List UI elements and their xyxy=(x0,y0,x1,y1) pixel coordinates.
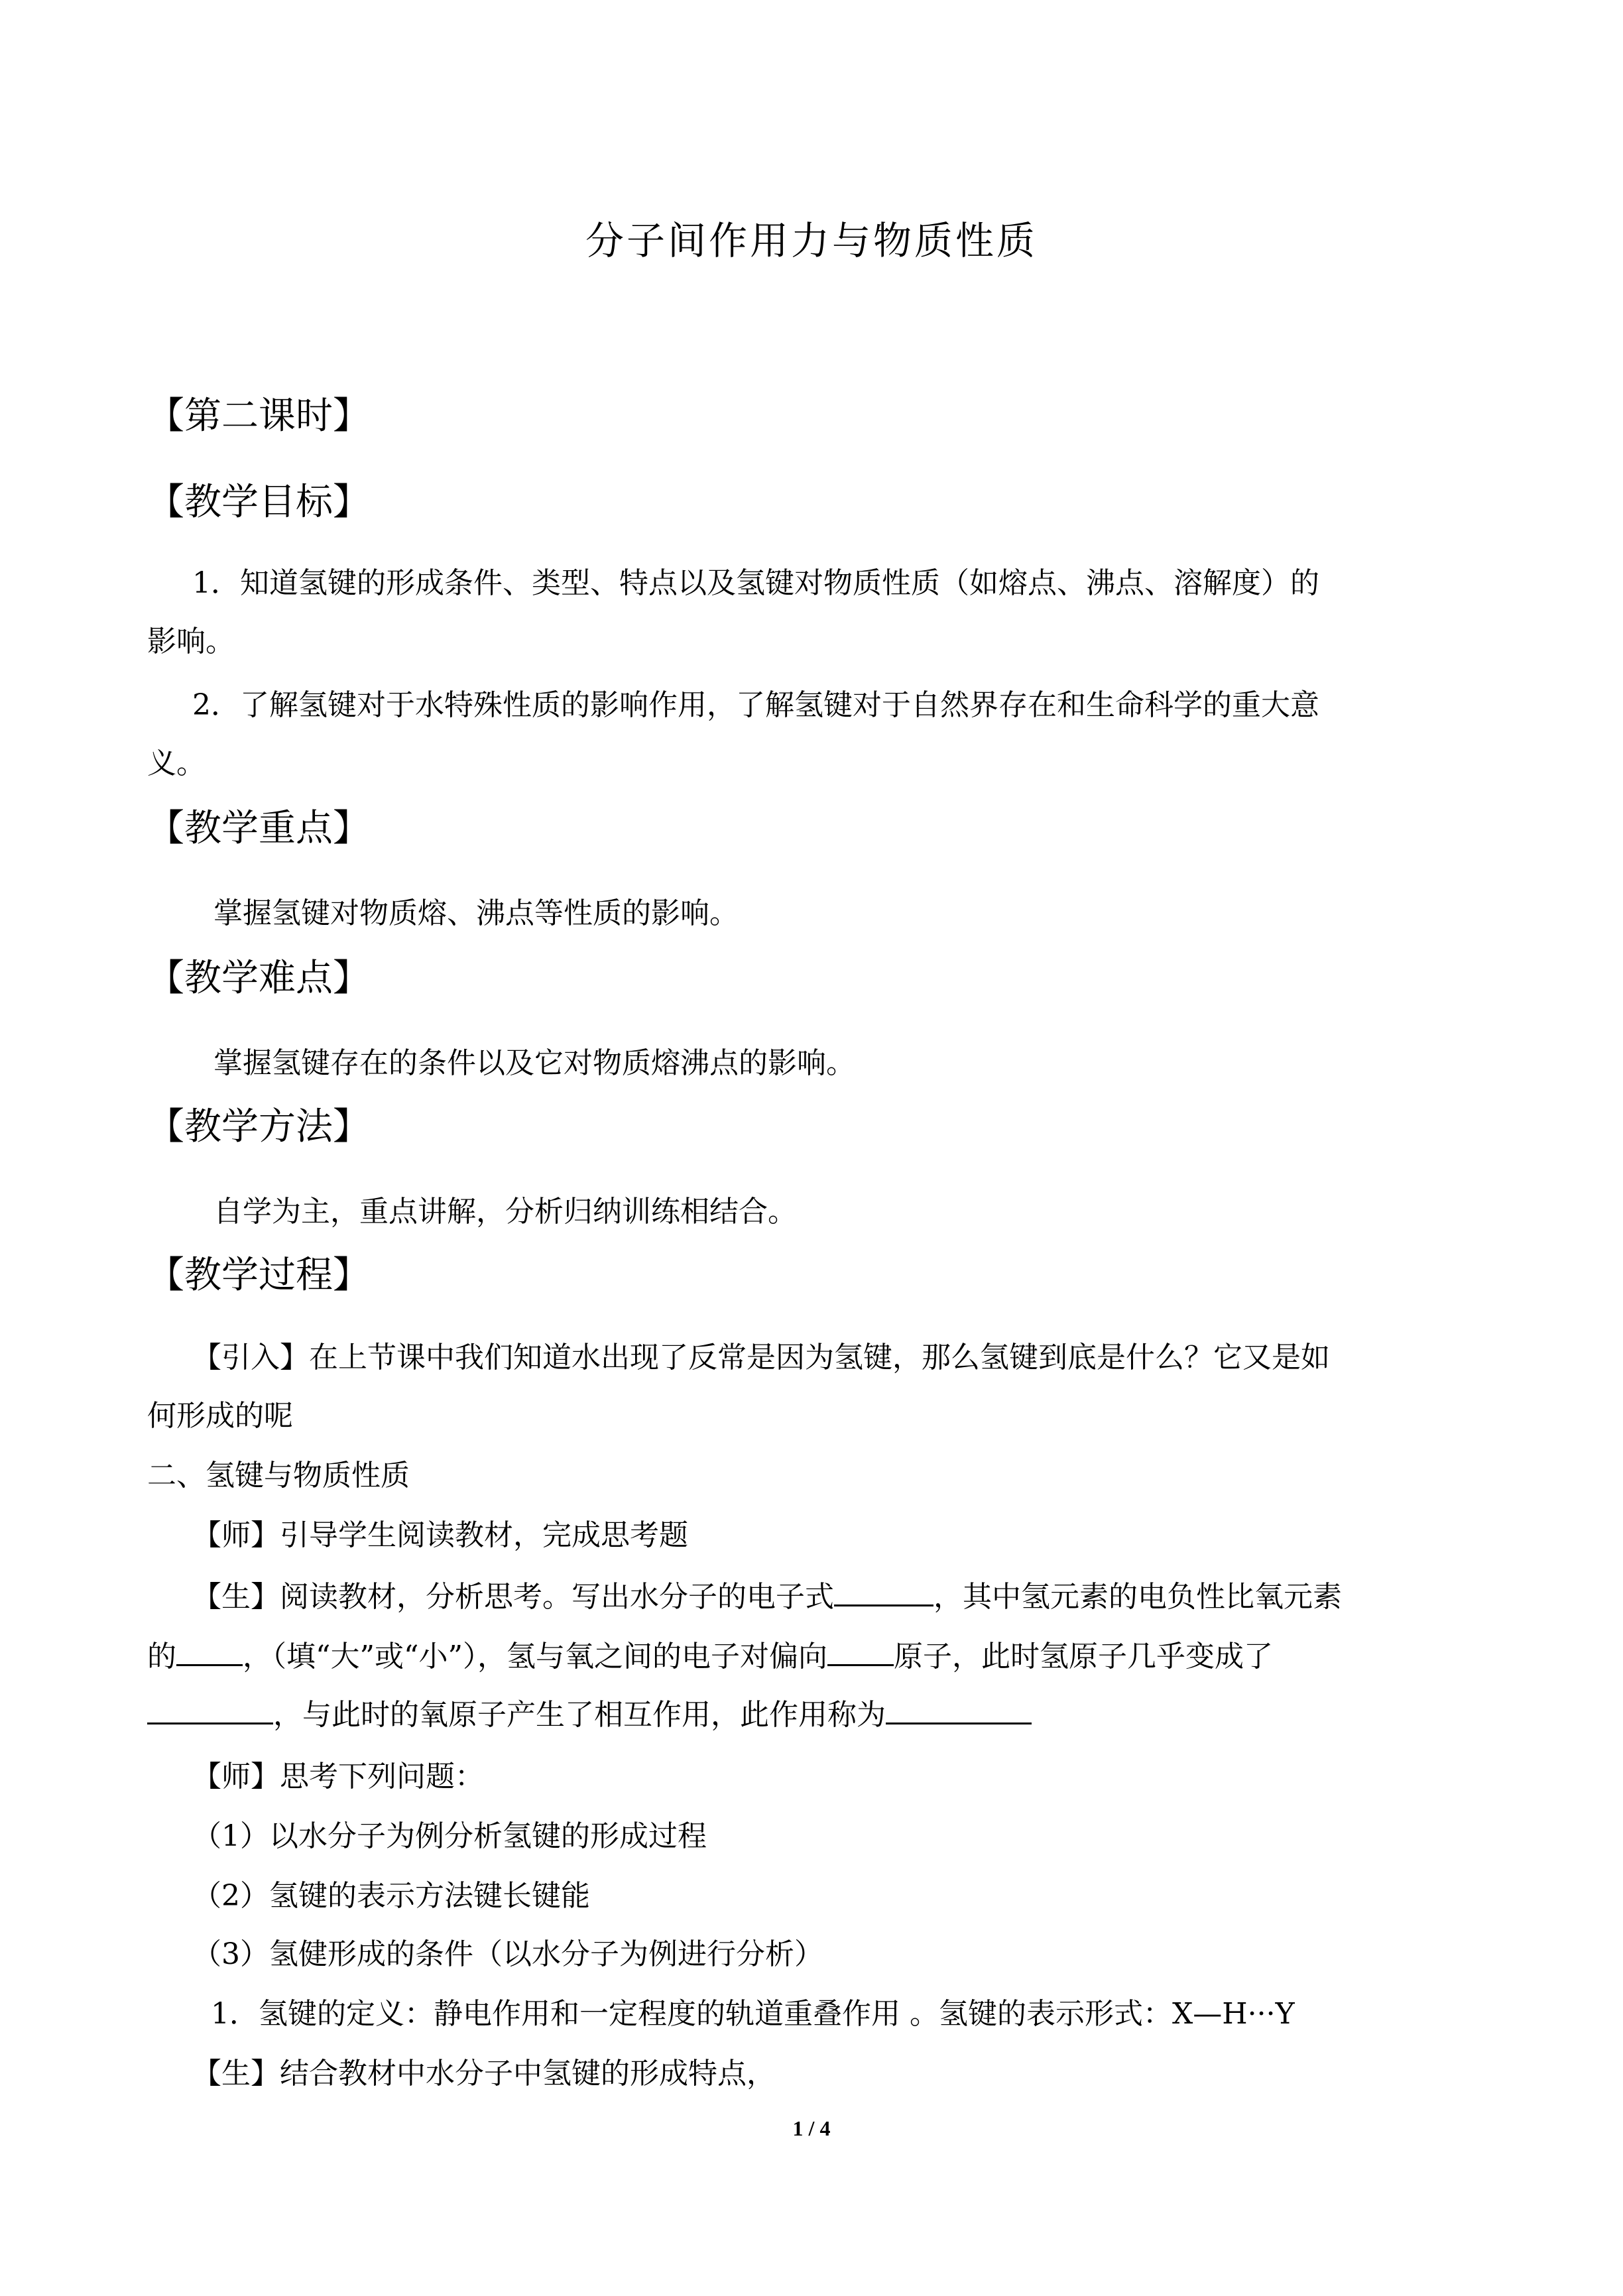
student-line-3 xyxy=(147,1693,1032,1735)
period-heading: 【第二课时】 xyxy=(147,394,370,438)
difficulty-heading: 【教学难点】 xyxy=(147,957,370,1000)
student-line-2 xyxy=(147,1635,1273,1677)
section-2-title: 二、氢键与物质性质 xyxy=(147,1459,410,1492)
keypoint-heading: 【教学重点】 xyxy=(147,807,370,850)
page-title: 分子间作用力与物质性质 xyxy=(585,218,1038,263)
teacher-prompt-2: 【师】思考下列问题： xyxy=(192,1760,484,1793)
fill-blank-interaction-name[interactable] xyxy=(886,1693,1032,1724)
intro-line-2: 何形成的呢 xyxy=(147,1399,293,1433)
student-line-1 xyxy=(192,1575,1342,1617)
student-prompt-2: 【生】结合教材中水分子中氢键的形成特点， xyxy=(192,2057,776,2090)
page-number: 1 / 4 xyxy=(792,2116,831,2140)
objective-1-line-2: 影响。 xyxy=(147,625,235,658)
question-2: （2）氢键的表示方法键长键能 xyxy=(192,1879,590,1913)
question-1: （1）以水分子为例分析氢键的形成过程 xyxy=(192,1819,707,1853)
objective-2-line-2: 义。 xyxy=(147,747,206,780)
student-line-3-text: ，与此时的氧原子产生了相互作用，此作用称为 xyxy=(273,1698,886,1732)
objective-1-line-1: 1．知道氢键的形成条件、类型、特点以及氢键对物质性质（如熔点、沸点、溶解度）的 xyxy=(192,566,1319,600)
hydrogen-bond-definition: 1．氢键的定义：静电作用和一定程度的轨道重叠作用 。氢键的表示形式：X—H···Y xyxy=(211,1997,1295,2031)
student-line-2-text-c: 原子，此时氢原子几乎变成了 xyxy=(893,1640,1273,1673)
process-heading: 【教学过程】 xyxy=(147,1254,370,1297)
fill-blank-electron-formula[interactable] xyxy=(834,1575,933,1606)
teacher-prompt-1: 【师】引导学生阅读教材，完成思考题 xyxy=(192,1518,688,1552)
keypoint-text: 掌握氢键对物质熔、沸点等性质的影响。 xyxy=(213,896,739,930)
fill-blank-electronegativity[interactable] xyxy=(176,1635,243,1666)
fill-blank-proton[interactable] xyxy=(147,1693,273,1724)
difficulty-text: 掌握氢键存在的条件以及它对物质熔沸点的影响。 xyxy=(213,1046,855,1080)
student-line-2-text-a: 的 xyxy=(147,1640,176,1673)
objectives-heading: 【教学目标】 xyxy=(147,481,370,524)
method-heading: 【教学方法】 xyxy=(147,1105,370,1148)
method-text: 自学为主，重点讲解，分析归纳训练相结合。 xyxy=(213,1195,797,1229)
objective-2-line-1: 2．了解氢键对于水特殊性质的影响作用，了解氢键对于自然界存在和生命科学的重大意 xyxy=(192,688,1319,722)
student-line-1-text-a: 【生】阅读教材，分析思考。写出水分子的电子式 xyxy=(192,1580,834,1614)
intro-line-1: 【引入】在上节课中我们知道水出现了反常是因为氢键，那么氢键到底是什么？它又是如 xyxy=(192,1341,1330,1374)
student-line-2-text-b: ，（填“大”或“小”），氢与氧之间的电子对偏向 xyxy=(243,1640,827,1673)
question-3: （3）氢健形成的条件（以水分子为例进行分析） xyxy=(192,1937,823,1971)
fill-blank-atom[interactable] xyxy=(827,1635,894,1666)
student-line-1-text-b: ，其中氢元素的电负性比氧元素 xyxy=(933,1580,1342,1614)
